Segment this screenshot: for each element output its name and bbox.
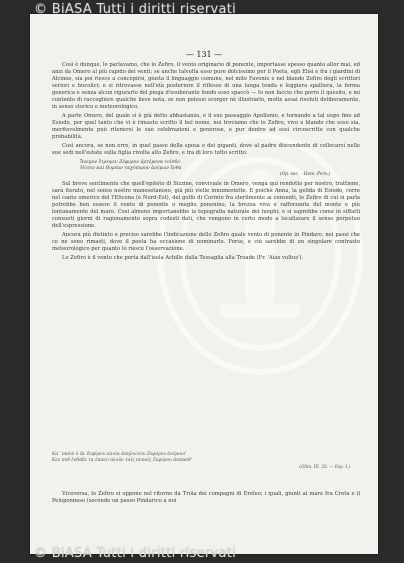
paragraph: Lo Zefiro è il vento che porta dall'isola Achille dalla Tessaglia alla Troade (Fr. 'Aiax vultus').	[62, 255, 304, 261]
closing-text	[52, 491, 360, 505]
quote-line: Ἄνεμον ἔτρεψεν Ζέφυρον ἀρτέμονα τοῖσδε·	[80, 160, 182, 165]
citation-reference: (Olim. III. 28. — Esp. I.)	[299, 464, 350, 469]
paragraph: A parte Omero, del quale si è già detto abbastanza, e il suo passaggio Apollonio, e tornando a tal uopo fino ad Esiodo, per quel tanto che vi è rimasto scritto il bel nome, noi troviamo che lo Zefiro, vivo e blando che esso sia, meritevolmente può ritenersi le sue celebrazioni e generose, e pur dentro ad essi circoscritte con qualche probabilità.	[52, 113, 360, 140]
citation-line: Κεν ποθ ἐνθάδε τα ἐπανῦ πλοῦν ταῖς πνοαῖς Ζεφύρου ἀσπασθ'	[52, 458, 192, 463]
document-page	[30, 14, 378, 554]
paragraph: Sul breve sentimento che quell'epiteto di Sizzine, conviviale in Omero, venga qui rendotto per nostro, trattiene, sarà iterato, nel senso nostro manosetanoso, già più vielle innumeriette. E poichè Anna, la gelida di Esiodo, corre nel canto omerico del l'Elicona (e Nord-Est), del golfo di Corinto fra sterilmente ai consenti, lo Zefiro di cui si parla potrebbe ben essere il vento di ponente o meglio ponenino, la brezza viva e rafforzante del monte e più lontanamente del mare. Cosi almeno importanebbe la topografia naturale dei luoghi; e si saprebbe come in siffatti consueti giorni di ragionamento sopra codesti dati, che vengono in certo modo a localizzare il senso perpetuo dell'espressione.	[52, 181, 360, 229]
paragraph: Così è dunque, lo parlavamo, che lo Zefiro, il vento originario di ponente, importasse spesso quanto allor mai, ed anzi da Omero al più rapido dei venti; se anche talvolta esso pure dolcissimo per il Poeta, egli Elisi e fra i giardini di Alcinoo, sia poi riesce a concepirsi, giusta il linguaggio comune, nel mite Favonio e nel blando Zefiro degli scrittori seriori e bucolici; e si ritrovasse nell'età posteriore il riflesso di una lunga tenda e leggiera spalliera, la forma generica e senza alcun rigurarlo del piega d'esuberante fondo esso spaccò — Io non faccio che porre il quesito, e mi contento di raccogliere qualche lieve nota, se non potessi scorger nè illustrarlo, molte assai risoluti deliberamente, in senso storico e meteorologico.	[52, 62, 360, 110]
quote-line: Νότον καὶ Βορέαν ταχύπορον ἀνέμων ἔνθα	[80, 166, 182, 171]
paragraph: Così ancora, se non erro, in quel passo della sposa e dei giganti, dove al padre discendente di collocarsi nelle sue sedi nell'estate sulla figlia rivolta allo Zefiro, e tra di loro tutto scritto:	[52, 143, 360, 156]
watermark-bottom: © BiASA Tutti i diritti riservati	[34, 546, 237, 561]
quote-reference: (Op. sec. - Hom.-Pers.)	[279, 172, 330, 177]
greek-citation	[52, 452, 360, 470]
page-number: — 131 —	[185, 50, 223, 59]
paragraph: Ancora più distinto e preciso sarebbe l'indicazione dello Zefiro quale vento di ponente in Pindaro, nei passi che ce ne sono rimasti, dove il poeta ha occasione di nominarlo. Forse, e ciò sarebbe di un singolare contrasto meteorologico per quanto lo riesce l'osservazione.	[52, 232, 360, 252]
watermark-top: © BiASA Tutti i diritti riservati	[34, 2, 237, 17]
paragraph: Viceversa, lo Zefiro si oppone nel ritorno da Troia dei compagni di Ereleo; i quali, giunti al mare fra Creta e il Peloponneso (secondo un passo Pindarico a noi	[52, 491, 360, 504]
citation-line: Κα᾽ πασῶ ὁ ἐκ Ζεφύρου πλοία ἀπηλιώτου Ζεφύρου ἀνέμοιο'	[52, 452, 187, 457]
greek-quote	[80, 160, 360, 178]
main-text	[52, 62, 360, 264]
